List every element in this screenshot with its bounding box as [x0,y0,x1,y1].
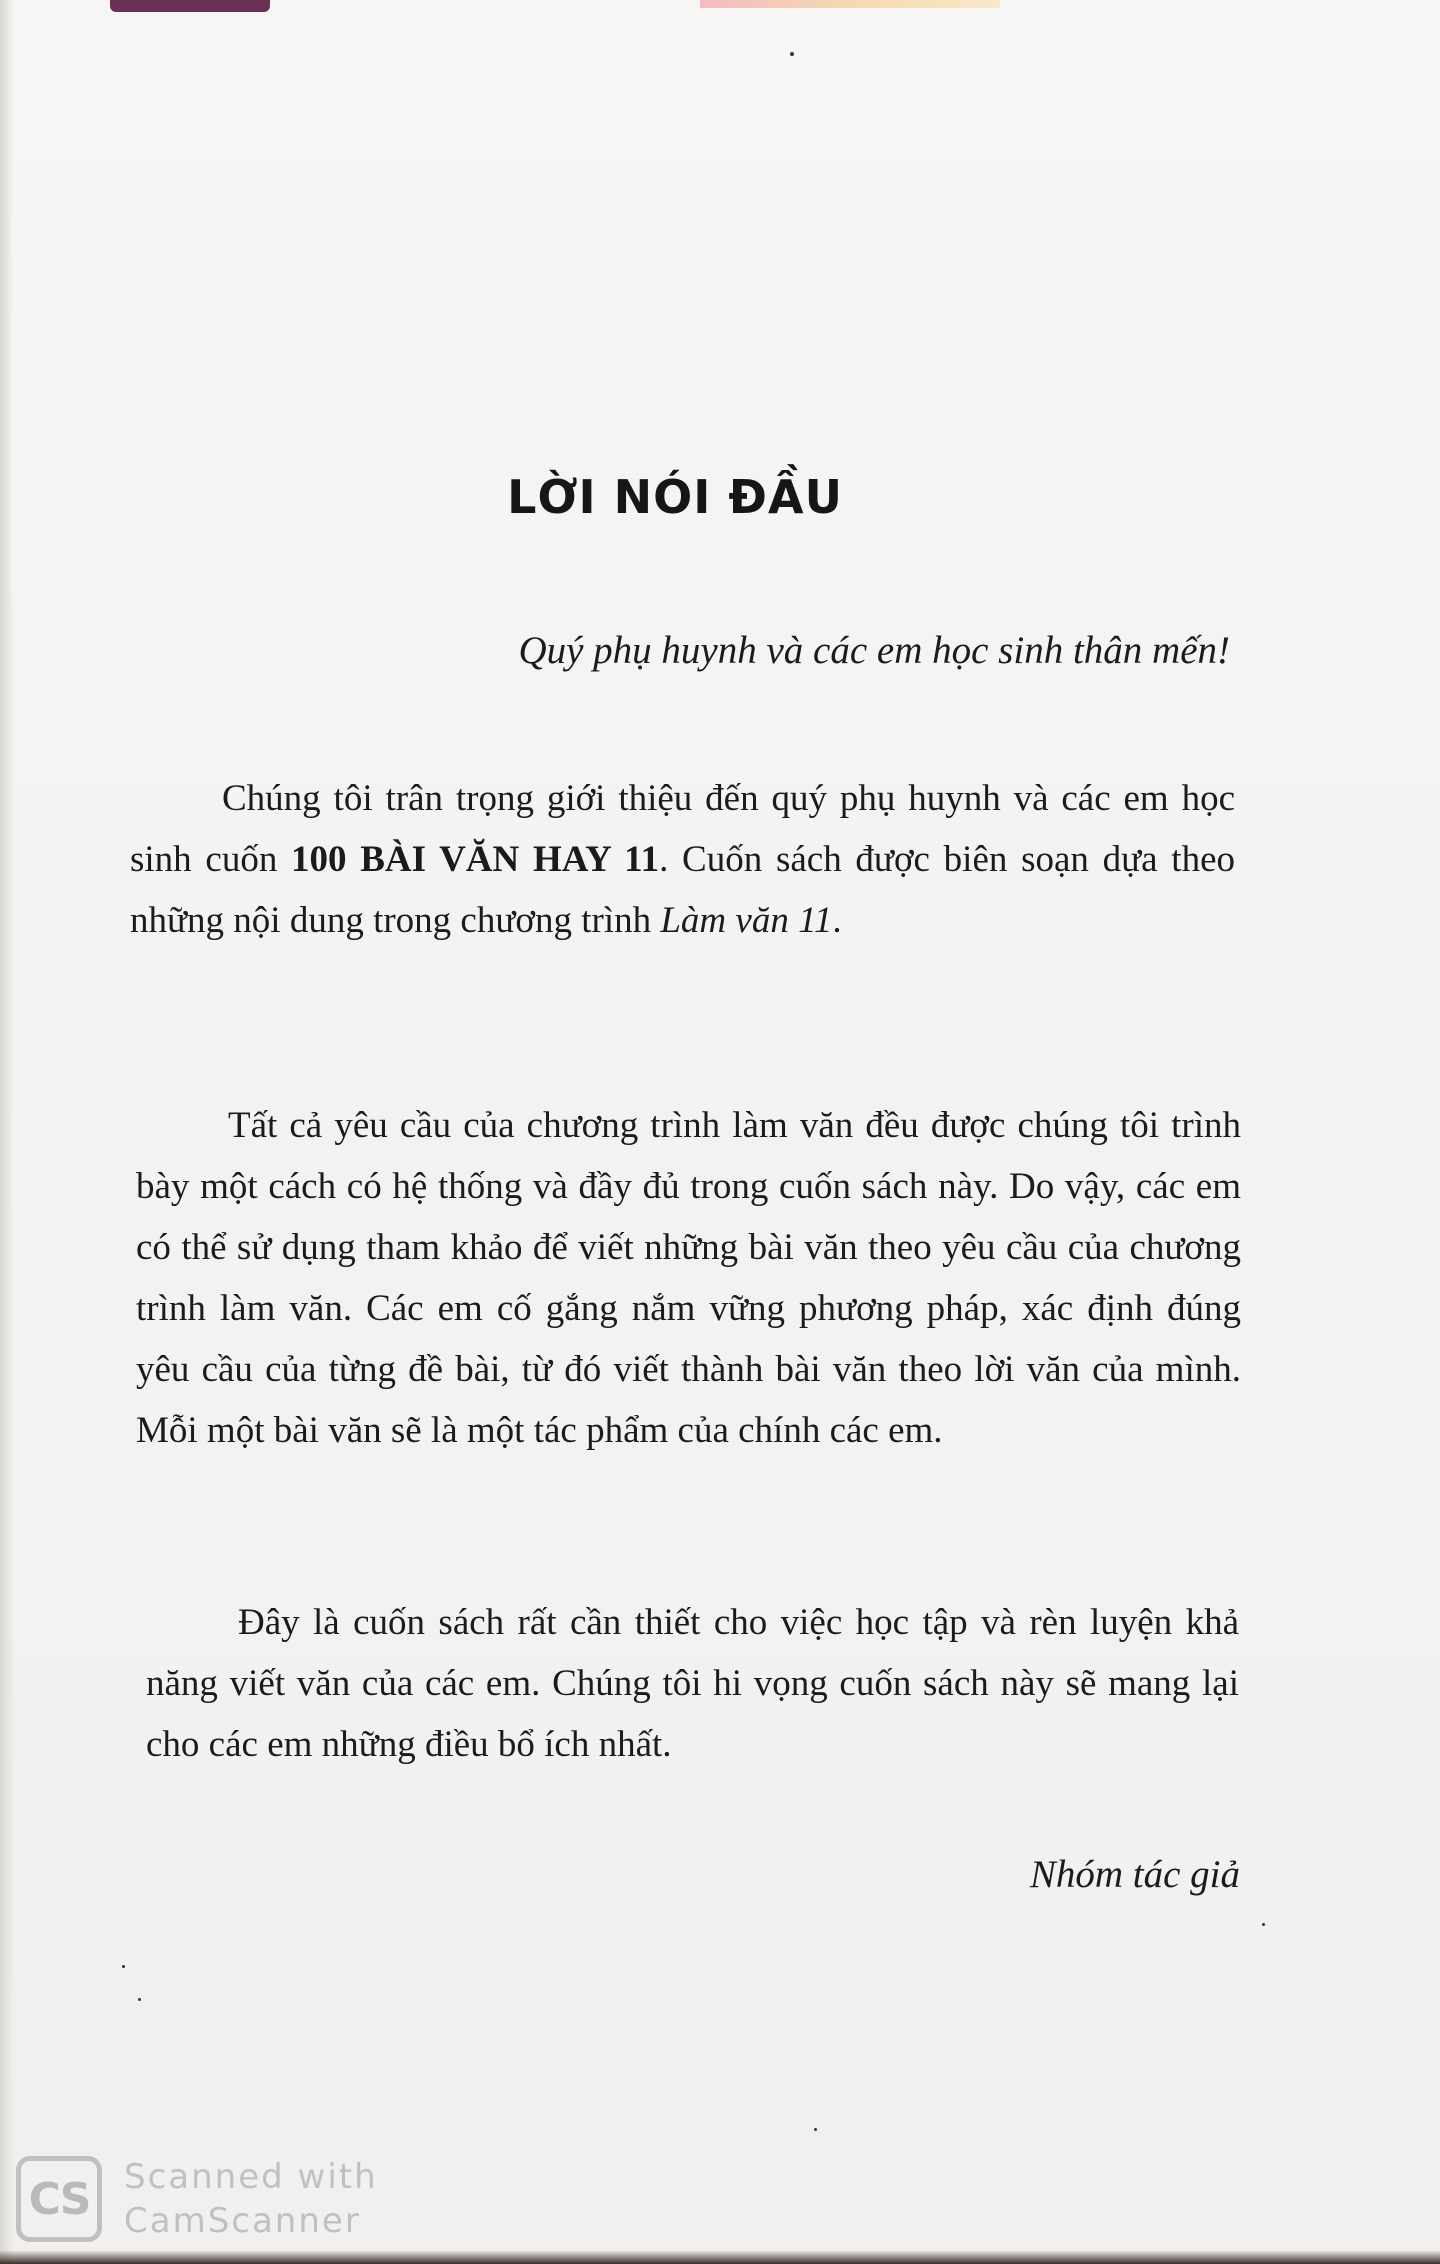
paragraph-intro: Chúng tôi trân trọng giới thiệu đến quý phụ huynh và các em học sinh cuốn 100 BÀI VĂN HAY 11. Cuốn sách được biên soạn dựa theo những nội dung trong chương trình Làm văn 11. [130,778,1235,941]
book-cover-strip [110,0,270,12]
scan-speck [814,2128,817,2131]
page-edge-shadow [0,0,14,2264]
page-title: LỜI NÓI ĐẦU [507,470,843,524]
page-bottom-edge [0,2250,1440,2264]
book-cover-strip-colored [700,0,1000,8]
greeting: Quý phụ huynh và các em học sinh thân mến! [518,629,1230,672]
signature: Nhóm tác giả [1029,1853,1240,1896]
program-name: Làm văn 11 [660,900,833,941]
scan-speck [1262,1923,1265,1926]
camscanner-logo-icon: CS [16,2156,102,2242]
paragraph-closing: Đây là cuốn sách rất cần thiết cho việc học tập và rèn luyện khả năng viết văn của các em. Chúng tôi hi vọng cuốn sách này sẽ mang lại cho các em những điều bổ ích nhất. [146,1602,1239,1765]
watermark-line-1: Scanned with [124,2157,378,2197]
watermark-line-2: CamScanner [124,2201,361,2241]
watermark-text [124,2155,378,2243]
book-title: 100 BÀI VĂN HAY 11 [291,839,660,880]
scan-speck [122,1965,125,1968]
scan-speck [790,52,794,56]
camscanner-watermark [16,2155,378,2243]
scan-speck [138,1998,141,2001]
paragraph-content: Tất cả yêu cầu của chương trình làm văn đều được chúng tôi trình bày một cách có hệ thống và đầy đủ trong cuốn sách này. Do vậy, các em có thể sử dụng tham khảo để viết những bài văn theo yêu cầu của chương trình làm văn. Các em cố gắng nắm vững phương pháp, xác định đúng yêu cầu của từng đề bài, từ đó viết thành bài văn theo lời văn của mình. Mỗi một bài văn sẽ là một tác phẩm của chính các em. [136,1105,1241,1451]
